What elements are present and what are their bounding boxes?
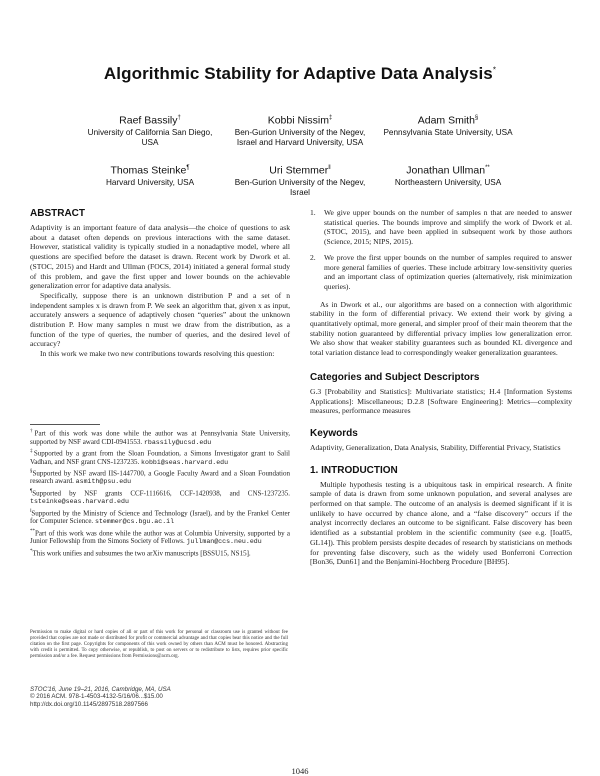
footnote: †Part of this work was done while the author was at Pennsylvania State University, supported by NSF award CDI-0941553. rbassily@ucsd.edu	[30, 429, 291, 446]
page-number: 1046	[291, 766, 309, 776]
footnote-divider	[30, 424, 100, 425]
conference-copyright: © 2016 ACM. 978-1-4503-4132-5/16/06...$15.00	[30, 693, 163, 701]
permission-notice: Permission to make digital or hard copies of all or part of this work for personal or classroom use is granted without fee provided that copies are not made or distributed for profit or commercial advantage and that copies bear this notice and the full citation on the first page. Copyrights for components of this work owned by others than ACM must be honored. Abstracting with credit is permitted. To copy otherwise, or republish, to post on servers or to redistribute to lists, requires prior specific permission and/or a fee. Request permissions from Permissions@acm.org.	[30, 630, 288, 659]
categories-heading: Categories and Subject Descriptors	[310, 371, 480, 383]
footnote: §Supported by NSF award IIS-1447700, a Google Faculty Award and a Sloan Foundation research award. asmith@psu.edu	[30, 468, 290, 486]
footnote-email: tsteinke@seas.harvard.edu	[30, 498, 129, 506]
abstract-paragraph: Specifically, suppose there is an unknown distribution P and a set of n independent samples x is drawn from P. We seek an algorithm that, given x as input, accurately answers a sequence of adaptively chosen “queries” about the unknown distribution P. How many samples n must we draw from the distribution, as a function of the type of queries, the number of queries, and the desired level of accuracy?	[30, 290, 290, 349]
author-affiliation: University of California San Diego, USA	[87, 127, 213, 147]
author-name: Kobbi Nissim	[267, 114, 329, 127]
author-block: Kobbi Nissim‡ Ben-Gurion University of the Negev, Israel and Harvard University, USA	[230, 112, 370, 148]
footnote: ¶Supported by NSF grants CCF-1116616, CCF-1420938, and CNS-1237235. tsteinke@seas.harvard.edu	[30, 488, 290, 506]
footnote: *This work unifies and subsumes the two arXiv manuscripts [BSSU15, NS15].	[30, 548, 251, 557]
title-footnote-mark: *	[492, 65, 497, 75]
abstract-paragraph: In this work we make two new contributions towards resolving this question:	[40, 349, 275, 359]
footnote-email: stemmer@cs.bgu.ac.il	[94, 518, 175, 526]
footnote-email: kobbi@seas.harvard.edu	[141, 458, 229, 466]
author-name: Thomas Steinke	[110, 164, 187, 177]
footnote: **Part of this work was done while the author was at Columbia University, supported by a Junior Fellowship from the Simons Society of Fellows. jullman@ccs.neu.edu	[30, 528, 290, 546]
author-name: Adam Smith	[417, 114, 475, 127]
author-affiliation: Harvard University, USA	[105, 177, 195, 187]
introduction-paragraph: Multiple hypothesis testing is a ubiquitous task in empirical research. A finite sample of data is drawn from some unknown population, and several analyses are performed on that sample. The outcome of an analysis is deemed significant if it is unlikely to have occurred by chance alone, and a “false discovery” occurs if the analyst incorrectly declares an outcome to be significant. False discovery has been identified as a substantial problem in the scientific community (see e.g. [Ioa05, GL14]). This problem persists despite decades of research by statisticians on methods for preventing false discovery, such as the widely used Bonferroni Correction [Bon36, Dun61] and the Benjamini-Hochberg Procedure [BH95].	[310, 479, 572, 567]
author-name: Raef Bassily	[119, 114, 178, 127]
introduction-heading: 1. INTRODUCTION	[310, 464, 398, 476]
conference-venue: STOC'16, June 19–21, 2016, Cambridge, MA, USA	[30, 686, 171, 693]
author-affiliation: Ben-Gurion University of the Negev, Israel and Harvard University, USA	[234, 127, 366, 147]
abstract-heading: ABSTRACT	[30, 208, 85, 219]
body-paragraph: As in Dwork et al., our algorithms are based on a connection with algorithmic stability in the form of differential privacy. We extend their work by giving a quantitatively optimal, more general, and simpler proof of their main theorem that the stability notion guaranteed by differential privacy implies low generalization error. We also show that weaker stability guarantees such as bounded KL divergence and total variation distance lead to correspondingly weaker generalization guarantees.	[310, 299, 572, 358]
conference-info	[30, 686, 290, 708]
keywords-text: Adaptivity, Generalization, Data Analysis, Stability, Differential Privacy, Statistics	[310, 442, 561, 452]
footnote-email: jullman@ccs.neu.edu	[186, 538, 262, 546]
list-item: 1. We give upper bounds on the number of samples n that are needed to answer statistical queries. The bounds improve and simplify the work of Dwork et al. (STOC, 2015), and have been applied in subsequent work by those authors (Science, 2015; NIPS, 2015).	[310, 208, 572, 247]
footnote-email: rbassily@ucsd.edu	[143, 438, 212, 446]
author-block: Raef Bassily† University of California San Diego, USA	[80, 112, 220, 148]
footnote: ‖Supported by the Ministry of Science and Technology (Israel), and by the Frankel Center for Computer Science. stemmer@cs.bgu.ac.il	[30, 508, 290, 526]
footnotes	[30, 428, 290, 558]
footnote-email: asmith@psu.edu	[75, 478, 132, 486]
author-block: Adam Smith§ Pennsylvania State University, USA	[378, 112, 518, 138]
author-name: Uri Stemmer	[269, 164, 329, 177]
right-column	[310, 208, 572, 567]
abstract-paragraph: Adaptivity is an important feature of data analysis—the choice of questions to ask about a dataset often depends on previous interactions with the same dataset. However, statistical validity is typically studied in a nonadaptive model, where all questions are specified before the dataset is drawn. Recent work by Dwork et al. (STOC, 2015) and Hardt and Ullman (FOCS, 2014) initiated a general formal study of this problem, and gave the first upper and lower bounds on the achievable generalization error for adaptive data analysis.	[30, 223, 290, 291]
author-name: Jonathan Ullman	[406, 164, 486, 177]
author-affiliation: Northeastern University, USA	[394, 177, 502, 187]
keywords-heading: Keywords	[310, 427, 358, 439]
list-item: 2. We prove the first upper bounds on the number of samples required to answer more general families of queries. These include arbitrary low-sensitivity queries and an important class of optimization queries (alternatively, risk minimization queries).	[310, 252, 572, 291]
footnote: ‡Supported by a grant from the Sloan Foundation, a Simons Investigator grant to Salil Vadhan, and NSF grant CNS-1237235. kobbi@seas.harvard.edu	[30, 448, 290, 466]
contribution-list	[310, 208, 572, 292]
author-block: Thomas Steinke¶ Harvard University, USA	[80, 162, 220, 188]
paper-title: Algorithmic Stability for Adaptive Data Analysis*	[103, 64, 497, 83]
author-affiliation: Pennsylvania State University, USA	[383, 127, 513, 137]
categories-text: G.3 [Probability and Statistics]: Multivariate statistics; H.4 [Information Systems Applications]: Miscellaneous; D.2.8 [Software Engineering]: Metrics—complexity measures, performance measures	[310, 386, 572, 416]
left-column	[30, 208, 290, 359]
author-affiliation: Ben-Gurion University of the Negev, Israel	[234, 177, 366, 197]
author-block: Uri Stemmer‖ Ben-Gurion University of the Negev, Israel	[230, 162, 370, 198]
conference-doi[interactable]: http://dx.doi.org/10.1145/2897518.2897566	[30, 700, 148, 708]
author-block: Jonathan Ullman** Northeastern University, USA	[378, 162, 518, 188]
